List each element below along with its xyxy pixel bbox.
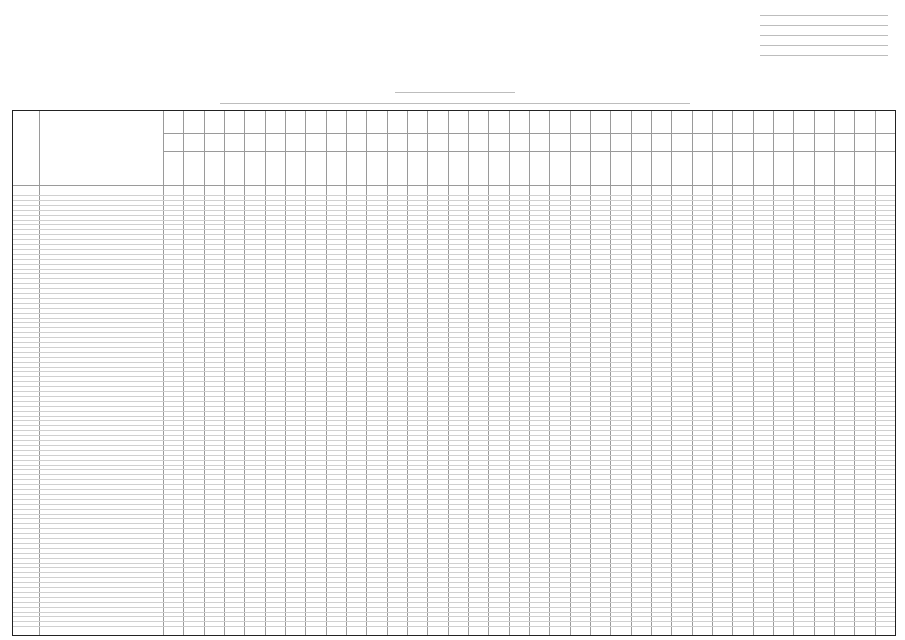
heading-line: [220, 97, 690, 104]
stamp-line: [760, 29, 888, 36]
stamp-line: [760, 9, 888, 16]
table-header-divider: [163, 151, 895, 152]
stamp-line: [760, 49, 888, 56]
table-header-divider: [13, 185, 895, 186]
approval-stamp: [760, 6, 888, 60]
document-heading: [220, 82, 690, 108]
table-header-divider: [163, 133, 895, 134]
stamp-line: [760, 39, 888, 46]
stamp-line: [760, 19, 888, 26]
data-table: [12, 110, 896, 636]
heading-line: [395, 86, 515, 93]
table-row: [13, 626, 895, 632]
